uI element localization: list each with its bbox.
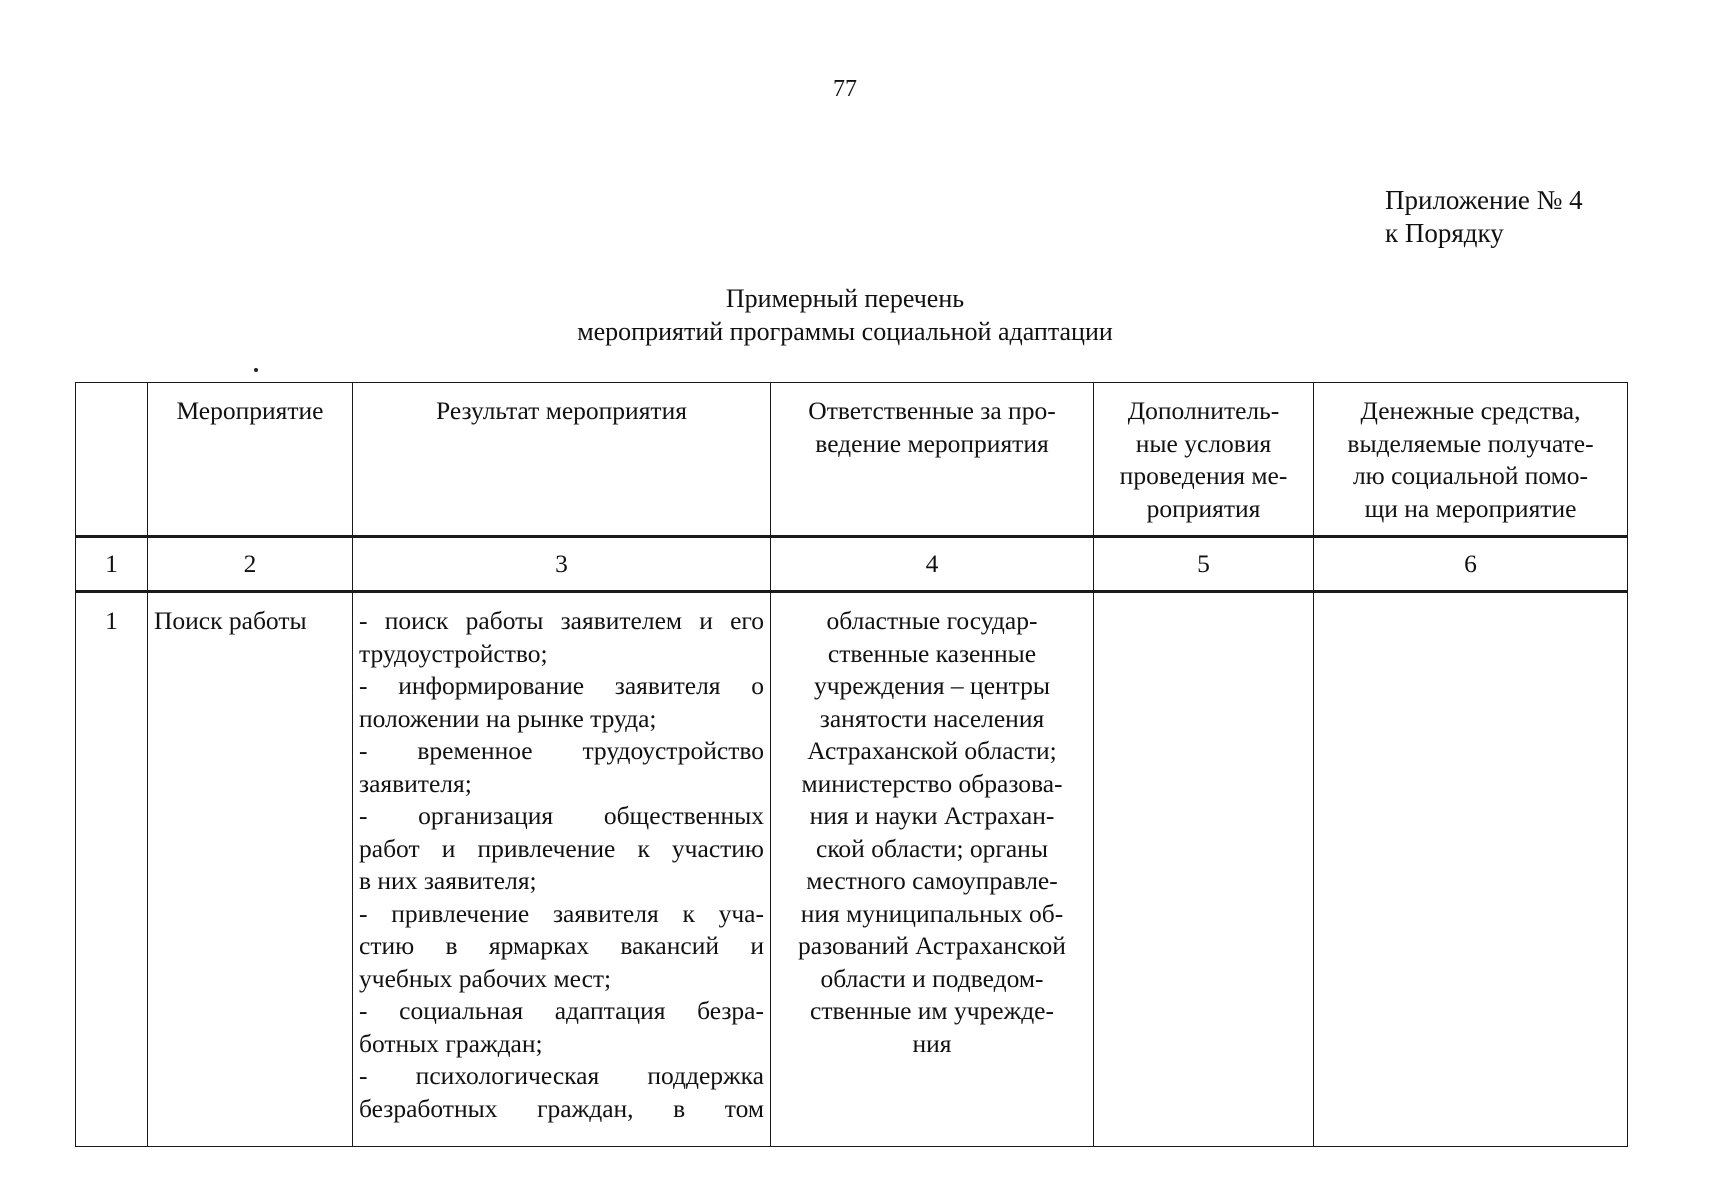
header-extra-conditions: [1094, 383, 1314, 537]
responsible-line: областные государ-: [826, 606, 1038, 635]
activity-extra-conditions: [1094, 592, 1314, 1147]
result-line: безработных граждан, в том: [359, 1093, 764, 1123]
result-line: положении на рынке труда;: [359, 703, 657, 733]
header-line: ные условия: [1135, 428, 1272, 458]
result-line: стию в ярмарках вакансий и: [359, 931, 764, 960]
responsible-line: области и подведом-: [820, 963, 1044, 993]
header-line: роприятия: [1146, 493, 1261, 523]
result-line: - поиск работы заявителем и его: [359, 606, 764, 635]
appendix-label: [1385, 184, 1583, 250]
result-line: - привлечение заявителя к уча-: [359, 898, 764, 928]
responsible-line: разований Астраханской: [798, 931, 1066, 960]
header-line: лю социальной помо-: [1352, 461, 1589, 490]
header-line: Денежные средства,: [1360, 396, 1581, 425]
header-result: Результат мероприятия: [353, 383, 771, 537]
row-number: 1: [76, 592, 148, 1147]
header-line: проведения ме-: [1119, 461, 1288, 490]
column-number: 3: [353, 537, 771, 592]
result-line: - информирование заявителя о: [359, 671, 764, 700]
result-line: трудоустройство;: [359, 638, 548, 668]
appendix-line-1: Приложение № 4: [1385, 185, 1583, 215]
result-line: работ и привлечение к участию: [359, 833, 764, 863]
responsible-line: Астраханской области;: [807, 736, 1057, 765]
result-line: в них заявителя;: [359, 866, 537, 895]
table-row: [76, 592, 1628, 1147]
responsible-line: министерство образова-: [801, 768, 1063, 798]
header-responsible: [771, 383, 1094, 537]
activity-result: [353, 592, 771, 1147]
responsible-line: ния муниципальных об-: [800, 898, 1064, 928]
column-number-row: [76, 537, 1628, 592]
column-number: 2: [148, 537, 353, 592]
header-number: [76, 383, 148, 537]
responsible-line: ственные им учрежде-: [810, 996, 1054, 1025]
responsible-line: ской области; органы: [816, 833, 1048, 863]
header-line: Ответственные за про-: [808, 396, 1056, 425]
title-line-1: Примерный перечень: [725, 284, 965, 313]
column-number: 1: [76, 537, 148, 592]
table-header-row: [76, 383, 1628, 537]
header-activity: Мероприятие: [148, 383, 353, 537]
activity-responsible: [771, 592, 1094, 1147]
responsible-line: учреждения – центры: [813, 671, 1051, 700]
header-line: выделяемые получате-: [1347, 428, 1594, 458]
activity-name: Поиск работы: [148, 592, 353, 1147]
responsible-line: занятости населения: [819, 703, 1045, 733]
result-line: заявителя;: [359, 768, 472, 798]
title-line-2: мероприятий программы социальной адаптации: [577, 317, 1113, 346]
result-line: - социальная адаптация безра-: [359, 996, 764, 1025]
column-number: 4: [771, 537, 1094, 592]
header-funds: [1314, 383, 1628, 537]
column-number: 6: [1314, 537, 1628, 592]
header-line: Дополнитель-: [1127, 396, 1280, 425]
stray-dot: [254, 368, 258, 372]
activities-table: [75, 382, 1628, 1147]
document-title: [0, 282, 1690, 348]
column-number: 5: [1094, 537, 1314, 592]
appendix-line-2: к Порядку: [1385, 218, 1504, 248]
page-number: 77: [833, 76, 857, 102]
result-line: ботных граждан;: [359, 1028, 543, 1058]
activity-funds: [1314, 592, 1628, 1147]
responsible-line: ния и науки Астрахан-: [809, 801, 1055, 830]
header-line: щи на мероприятие: [1364, 493, 1577, 523]
result-line: - организация общественных: [359, 801, 764, 830]
responsible-line: ственные казенные: [827, 638, 1037, 668]
result-line: - временное трудоустройство: [359, 736, 764, 765]
responsible-line: местного самоуправле-: [806, 866, 1058, 895]
result-line: учебных рабочих мест;: [359, 963, 612, 993]
result-line: - психологическая поддержка: [359, 1061, 764, 1090]
responsible-line: ния: [912, 1028, 952, 1058]
header-line: ведение мероприятия: [815, 428, 1049, 458]
